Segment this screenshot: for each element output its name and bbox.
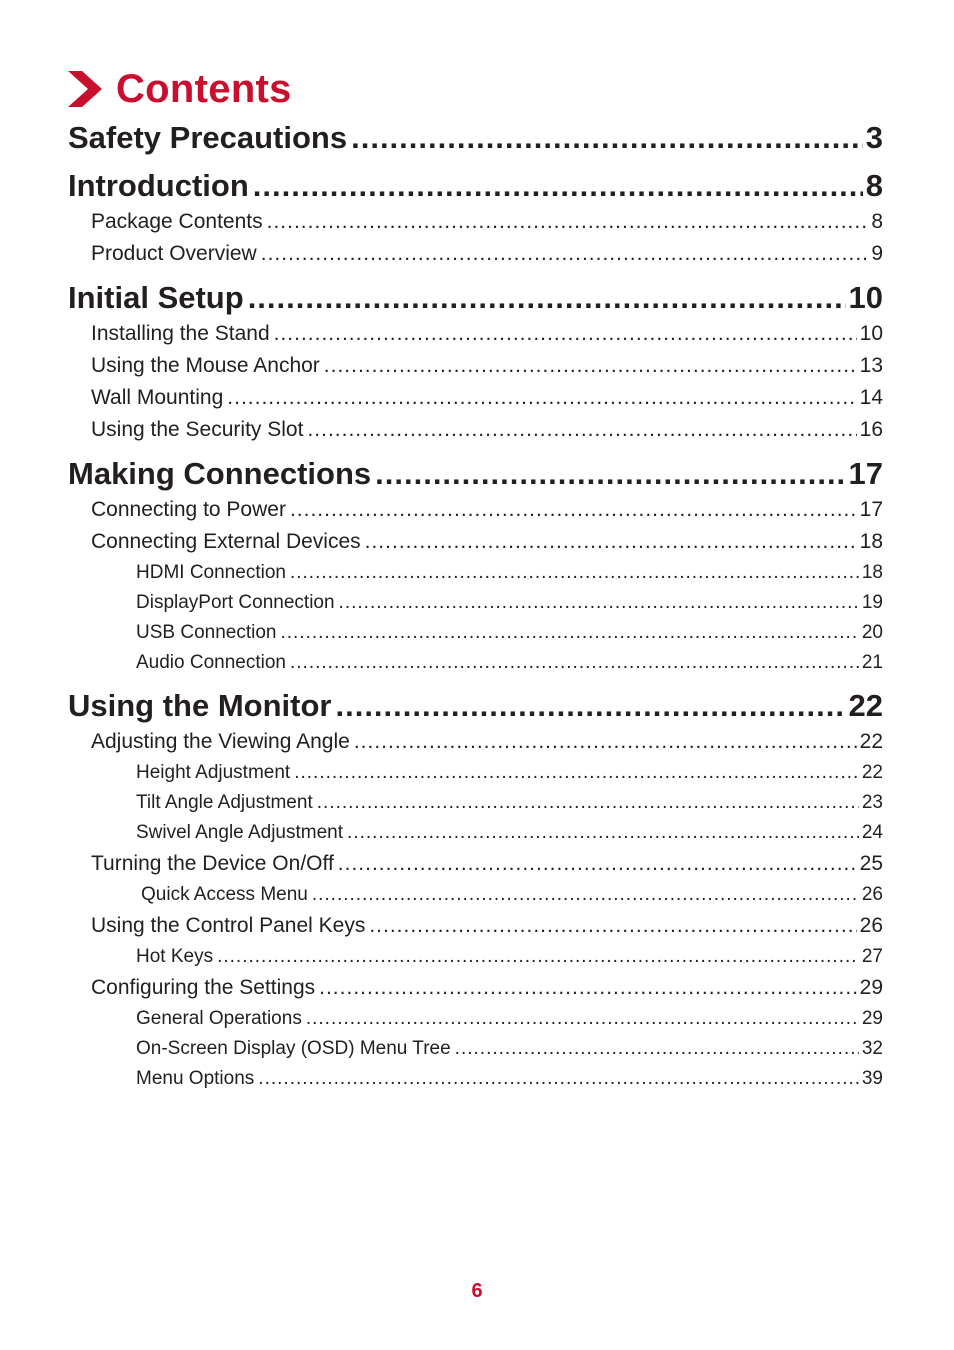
toc-entry-label: Using the Monitor bbox=[68, 688, 332, 723]
leader-dots bbox=[455, 1034, 859, 1064]
toc-entry-page: 19 bbox=[861, 592, 883, 613]
chevron-right-icon bbox=[68, 71, 102, 107]
toc-entry-page: 32 bbox=[861, 1038, 883, 1059]
page-number: 6 bbox=[471, 1280, 483, 1302]
toc-entry-page: 21 bbox=[861, 652, 883, 673]
toc-entry-safety-precautions[interactable] bbox=[68, 118, 883, 158]
toc-entry-hot-keys[interactable] bbox=[68, 942, 883, 972]
toc-entry-page: 26 bbox=[861, 884, 883, 905]
toc-entry-using-the-control-panel-keys[interactable] bbox=[68, 910, 883, 942]
toc-entry-page: 8 bbox=[865, 168, 883, 203]
toc-entry-label: Using the Control Panel Keys bbox=[91, 914, 366, 937]
toc-entry-usb-connection[interactable] bbox=[68, 618, 883, 648]
leader-dots bbox=[253, 166, 863, 206]
toc-entry-page: 18 bbox=[861, 562, 883, 583]
toc-entry-label: Menu Options bbox=[136, 1068, 255, 1089]
leader-dots bbox=[280, 618, 858, 648]
toc-entry-page: 25 bbox=[859, 852, 883, 875]
leader-dots bbox=[324, 350, 857, 382]
toc-entry-page: 39 bbox=[861, 1068, 883, 1089]
toc-entry-tilt-angle-adjustment[interactable] bbox=[68, 788, 883, 818]
toc-entry-using-the-monitor[interactable] bbox=[68, 686, 883, 726]
toc-entry-label: Quick Access Menu bbox=[141, 884, 308, 905]
leader-dots bbox=[369, 910, 856, 942]
toc-entry-page: 27 bbox=[861, 946, 883, 967]
page-header bbox=[68, 64, 292, 114]
toc-entry-label: Installing the Stand bbox=[91, 322, 270, 345]
toc-entry-label: Tilt Angle Adjustment bbox=[136, 792, 313, 813]
toc-entry-label: Hot Keys bbox=[136, 946, 214, 967]
toc-entry-menu-options[interactable] bbox=[68, 1064, 883, 1094]
toc-entry-configuring-the-settings[interactable] bbox=[68, 972, 883, 1004]
toc-entry-swivel-angle-adjustment[interactable] bbox=[68, 818, 883, 848]
toc-entry-installing-the-stand[interactable] bbox=[68, 318, 883, 350]
toc-entry-label: On-Screen Display (OSD) Menu Tree bbox=[136, 1038, 451, 1059]
leader-dots bbox=[335, 686, 845, 726]
page-title: Contents bbox=[116, 66, 292, 111]
leader-dots bbox=[227, 382, 856, 414]
toc-entry-turning-the-device-on-off[interactable] bbox=[68, 848, 883, 880]
toc-entry-page: 22 bbox=[848, 688, 883, 723]
toc-entry-general-operations[interactable] bbox=[68, 1004, 883, 1034]
toc-entry-page: 9 bbox=[871, 242, 883, 265]
toc-entry-page: 17 bbox=[859, 498, 883, 521]
toc-entry-height-adjustment[interactable] bbox=[68, 758, 883, 788]
toc-entry-label: Height Adjustment bbox=[136, 762, 291, 783]
toc-entry-page: 26 bbox=[859, 914, 883, 937]
leader-dots bbox=[317, 788, 859, 818]
leader-dots bbox=[274, 318, 857, 350]
leader-dots bbox=[351, 118, 863, 158]
toc-entry-label: Introduction bbox=[68, 168, 249, 203]
leader-dots bbox=[312, 880, 859, 910]
toc-entry-page: 13 bbox=[859, 354, 883, 377]
toc-entry-initial-setup[interactable] bbox=[68, 278, 883, 318]
table-of-contents bbox=[68, 118, 883, 1094]
toc-entry-label: Adjusting the Viewing Angle bbox=[91, 730, 350, 753]
toc-entry-page: 17 bbox=[848, 456, 883, 491]
toc-entry-label: Making Connections bbox=[68, 456, 372, 491]
toc-entry-label: Connecting External Devices bbox=[91, 530, 361, 553]
toc-entry-package-contents[interactable] bbox=[68, 206, 883, 238]
toc-entry-page: 18 bbox=[859, 530, 883, 553]
toc-entry-wall-mounting[interactable] bbox=[68, 382, 883, 414]
leader-dots bbox=[261, 238, 869, 270]
toc-entry-connecting-to-power[interactable] bbox=[68, 494, 883, 526]
leader-dots bbox=[248, 278, 846, 318]
toc-entry-label: Connecting to Power bbox=[91, 498, 286, 521]
leader-dots bbox=[339, 588, 859, 618]
toc-entry-label: Safety Precautions bbox=[68, 120, 348, 155]
toc-entry-quick-access-menu[interactable] bbox=[68, 880, 883, 910]
toc-entry-using-the-mouse-anchor[interactable] bbox=[68, 350, 883, 382]
toc-entry-page: 22 bbox=[861, 762, 883, 783]
leader-dots bbox=[258, 1064, 859, 1094]
toc-entry-label: HDMI Connection bbox=[136, 562, 286, 583]
toc-entry-label: USB Connection bbox=[136, 622, 277, 643]
toc-entry-page: 16 bbox=[859, 418, 883, 441]
toc-entry-label: Swivel Angle Adjustment bbox=[136, 822, 344, 843]
toc-entry-page: 20 bbox=[861, 622, 883, 643]
toc-entry-page: 22 bbox=[859, 730, 883, 753]
toc-entry-label: Using the Security Slot bbox=[91, 418, 304, 441]
toc-entry-audio-connection[interactable] bbox=[68, 648, 883, 678]
leader-dots bbox=[294, 758, 859, 788]
toc-entry-label: General Operations bbox=[136, 1008, 302, 1029]
toc-entry-label: Product Overview bbox=[91, 242, 257, 265]
toc-entry-displayport-connection[interactable] bbox=[68, 588, 883, 618]
toc-entry-page: 8 bbox=[871, 210, 883, 233]
toc-entry-label: Turning the Device On/Off bbox=[91, 852, 334, 875]
toc-entry-page: 10 bbox=[859, 322, 883, 345]
toc-entry-page: 29 bbox=[859, 976, 883, 999]
toc-entry-using-the-security-slot[interactable] bbox=[68, 414, 883, 446]
toc-entry-adjusting-the-viewing-angle[interactable] bbox=[68, 726, 883, 758]
toc-entry-page: 3 bbox=[865, 120, 883, 155]
toc-entry-label: Using the Mouse Anchor bbox=[91, 354, 320, 377]
toc-entry-label: Wall Mounting bbox=[91, 386, 224, 409]
leader-dots bbox=[290, 648, 859, 678]
toc-entry-making-connections[interactable] bbox=[68, 454, 883, 494]
toc-entry-connecting-external-devices[interactable] bbox=[68, 526, 883, 558]
toc-entry-page: 14 bbox=[859, 386, 883, 409]
leader-dots bbox=[319, 972, 857, 1004]
leader-dots bbox=[307, 414, 856, 446]
leader-dots bbox=[306, 1004, 859, 1034]
leader-dots bbox=[290, 558, 859, 588]
leader-dots bbox=[354, 726, 857, 758]
leader-dots bbox=[347, 818, 859, 848]
toc-entry-label: Initial Setup bbox=[68, 280, 244, 315]
toc-entry-page: 10 bbox=[848, 280, 883, 315]
toc-entry-product-overview[interactable] bbox=[68, 238, 883, 270]
toc-entry-label: Package Contents bbox=[91, 210, 263, 233]
toc-entry-hdmi-connection[interactable] bbox=[68, 558, 883, 588]
toc-entry-page: 24 bbox=[861, 822, 883, 843]
toc-entry-label: Audio Connection bbox=[136, 652, 286, 673]
leader-dots bbox=[217, 942, 859, 972]
toc-entry-page: 29 bbox=[861, 1008, 883, 1029]
toc-entry-label: Configuring the Settings bbox=[91, 976, 316, 999]
leader-dots bbox=[267, 206, 869, 238]
leader-dots bbox=[290, 494, 857, 526]
toc-entry-osd-menu-tree[interactable] bbox=[68, 1034, 883, 1064]
leader-dots bbox=[375, 454, 845, 494]
leader-dots bbox=[338, 848, 857, 880]
toc-entry-introduction[interactable] bbox=[68, 166, 883, 206]
toc-entry-label: DisplayPort Connection bbox=[136, 592, 335, 613]
toc-entry-page: 23 bbox=[861, 792, 883, 813]
leader-dots bbox=[365, 526, 857, 558]
